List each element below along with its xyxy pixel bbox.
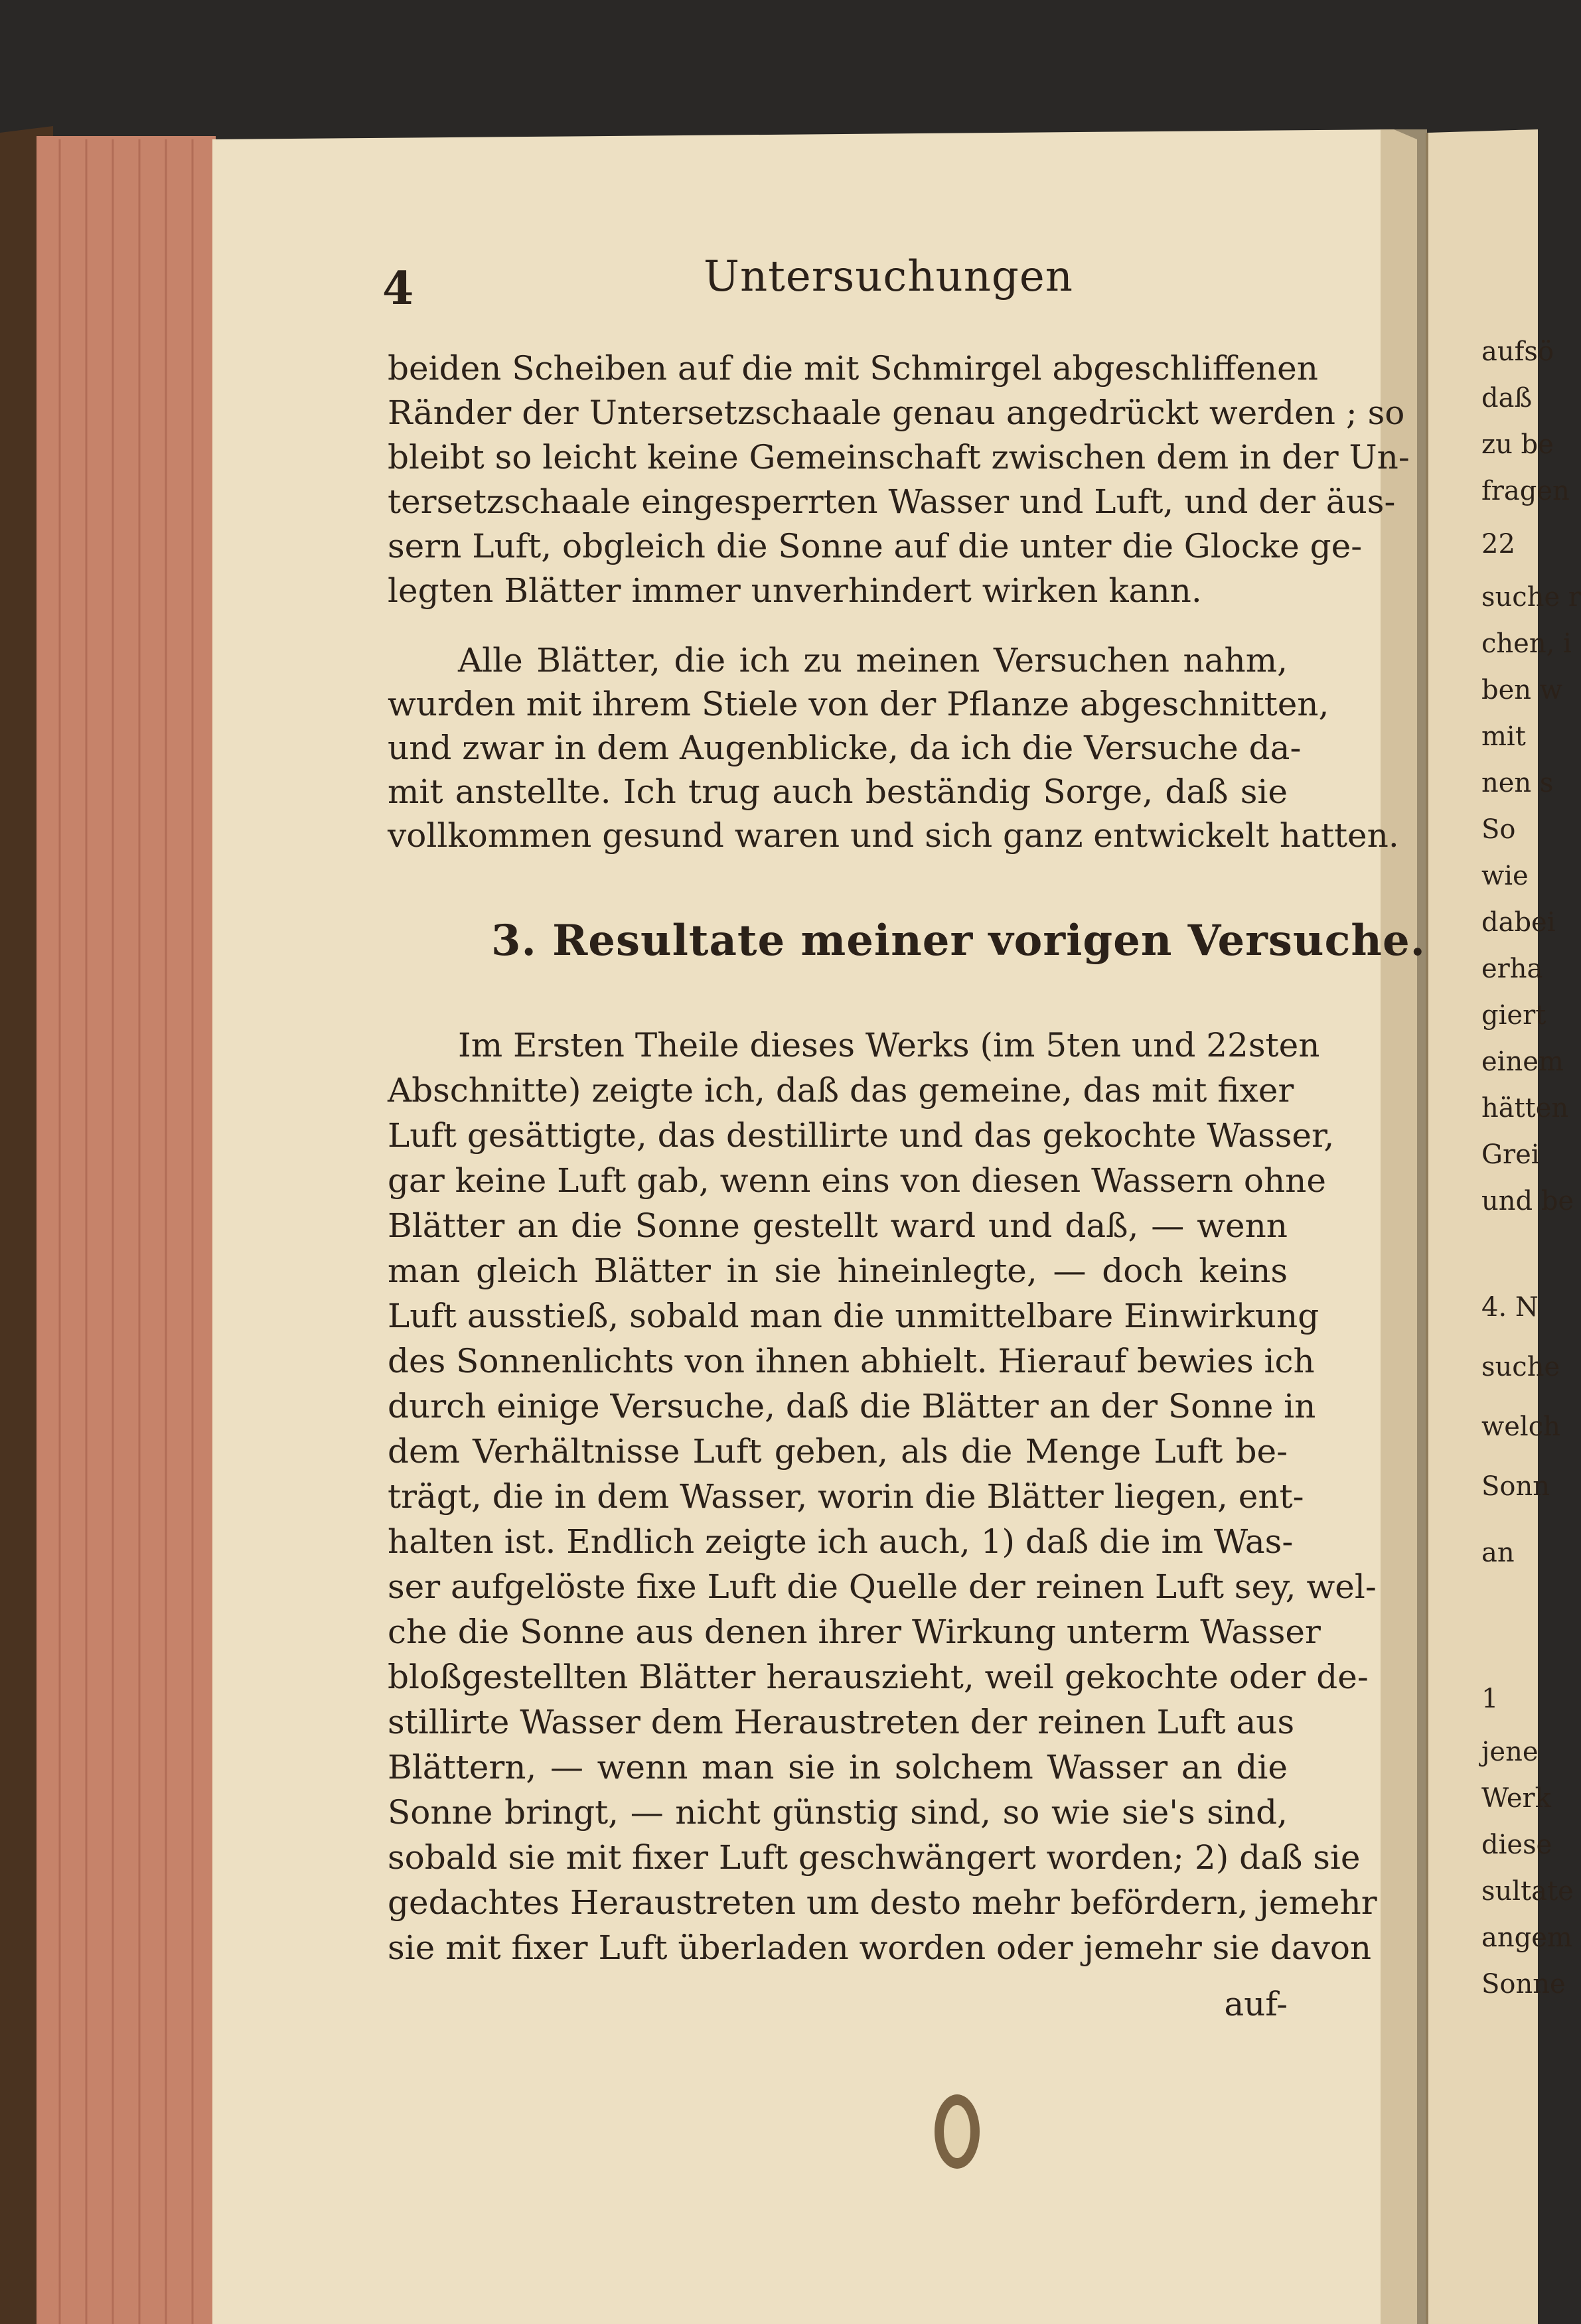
adjacent-page-fragment: daß <box>1481 383 1533 413</box>
text-line: bloßgestellten Blätter herauszieht, weil gekochte oder de- <box>388 1658 1369 1696</box>
text-line: stillirte Wasser dem Heraustreten der reinen Luft aus <box>388 1703 1295 1741</box>
adjacent-page-fragment: zu be <box>1481 429 1554 460</box>
text-line: trägt, die in dem Wasser, worin die Blätter liegen, ent- <box>388 1477 1304 1516</box>
adjacent-page-fragment: angem <box>1481 1923 1572 1953</box>
adjacent-page-fragment: diese <box>1481 1830 1552 1860</box>
text-line: Blättern, — wenn man sie in solchem Wasser an die <box>388 1748 1288 1786</box>
text-line: Luft ausstieß, sobald man die unmittelbare Einwirkung <box>388 1297 1319 1335</box>
adjacent-page-fragment: welch <box>1481 1412 1560 1442</box>
adjacent-page-fragment: fragen <box>1481 476 1570 506</box>
text-line: ser aufgelöste fixe Luft die Quelle der reinen Luft sey, wel- <box>388 1567 1377 1606</box>
text-line: beiden Scheiben auf die mit Schmirgel abgeschliffenen <box>388 349 1318 388</box>
adjacent-page-fragment: Werk <box>1481 1783 1551 1814</box>
page-number: 4 <box>382 262 414 315</box>
paragraph-first-line: Im Ersten Theile dieses Werks (im 5ten und 22sten <box>458 1026 1320 1064</box>
adjacent-page-fragment: So <box>1481 814 1516 845</box>
text-line: sobald sie mit fixer Luft geschwängert worden; 2) daß sie <box>388 1838 1361 1877</box>
text-line: Luft gesättigte, das destillirte und das gekochte Wasser, <box>388 1116 1335 1155</box>
text-line: dem Verhältnisse Luft geben, als die Menge Luft be- <box>388 1432 1288 1471</box>
adjacent-page-fragment: 1 <box>1481 1684 1499 1714</box>
text-line: Blätter an die Sonne gestellt ward und daß, — wenn <box>388 1206 1288 1245</box>
text-line: vollkommen gesund waren und sich ganz entwickelt hatten. <box>388 816 1399 855</box>
adjacent-page-fragment: wie <box>1481 861 1529 891</box>
text-line: und zwar in dem Augenblicke, da ich die Versuche da- <box>388 729 1302 767</box>
running-head: Untersuchungen <box>704 252 1073 301</box>
paragraph-first-line: Alle Blätter, die ich zu meinen Versuchen nahm, <box>458 641 1288 680</box>
adjacent-page-fragment: und be <box>1481 1186 1574 1216</box>
text-line: Sonne bringt, — nicht günstig sind, so wie sie's sind, <box>388 1793 1288 1832</box>
adjacent-page-fragment: an <box>1481 1538 1515 1568</box>
text-line: durch einige Versuche, daß die Blätter an der Sonne in <box>388 1387 1316 1425</box>
section-heading: 3. Resultate meiner vorigen Versuche. <box>491 916 1426 966</box>
text-line: des Sonnenlichts von ihnen abhielt. Hierauf bewies ich <box>388 1342 1315 1380</box>
adjacent-page-fragment: hätten <box>1481 1093 1569 1124</box>
text-line: mit anstellte. Ich trug auch beständig Sorge, daß sie <box>388 772 1288 811</box>
text-line: bleibt so leicht keine Gemeinschaft zwischen dem in der Un- <box>388 438 1410 476</box>
adjacent-page-fragment: jene <box>1481 1737 1539 1767</box>
text-line: man gleich Blätter in sie hineinlegte, — doch keins <box>388 1252 1288 1290</box>
text-line: che die Sonne aus denen ihrer Wirkung unterm Wasser <box>388 1613 1321 1651</box>
adjacent-page-fragment: Sonn <box>1481 1471 1550 1502</box>
adjacent-page-fragment: Sonne <box>1481 1969 1566 1999</box>
adjacent-page-fragment: erha <box>1481 954 1543 984</box>
text-line: wurden mit ihrem Stiele von der Pflanze abgeschnitten, <box>388 685 1329 723</box>
adjacent-page-fragment: chen, i <box>1481 628 1572 659</box>
adjacent-page-fragment: suche r <box>1481 582 1581 613</box>
text-line: gar keine Luft gab, wenn eins von diesen Wassern ohne <box>388 1161 1326 1200</box>
adjacent-page-fragment: mit <box>1481 721 1526 752</box>
adjacent-page-fragment: dabei <box>1481 907 1556 938</box>
text-line: legten Blätter immer unverhindert wirken kann. <box>388 571 1202 610</box>
adjacent-page-fragment: sultate <box>1481 1876 1574 1907</box>
adjacent-page-fragment: giert <box>1481 1000 1546 1031</box>
adjacent-page-fragment: ben w <box>1481 675 1562 705</box>
adjacent-page-fragment: aufsö <box>1481 336 1554 367</box>
text-line: sie mit fixer Luft überladen worden oder jemehr sie davon <box>388 1928 1372 1967</box>
adjacent-page-fragment: Grei <box>1481 1139 1540 1170</box>
adjacent-page-fragment: einem <box>1481 1047 1564 1077</box>
text-line: Ränder der Untersetzschaale genau angedrückt werden ; so <box>388 394 1405 432</box>
text-line: Abschnitte) zeigte ich, daß das gemeine, das mit fixer <box>388 1071 1294 1110</box>
adjacent-page-fragment: 4. N <box>1481 1292 1539 1323</box>
text-line: gedachtes Heraustreten um desto mehr befördern, jemehr <box>388 1883 1377 1922</box>
text-line: tersetzschaale eingesperrten Wasser und Luft, und der äus- <box>388 482 1396 521</box>
adjacent-page-fragment: suche <box>1481 1352 1560 1382</box>
text-line: sern Luft, obgleich die Sonne auf die unter die Glocke ge- <box>388 527 1363 565</box>
catchword: auf- <box>1224 1985 1288 2023</box>
text-line: halten ist. Endlich zeigte ich auch, 1) daß die im Was- <box>388 1522 1294 1561</box>
adjacent-page-fragment: nen s <box>1481 768 1554 798</box>
adjacent-page-fragment: 22 <box>1481 529 1515 559</box>
